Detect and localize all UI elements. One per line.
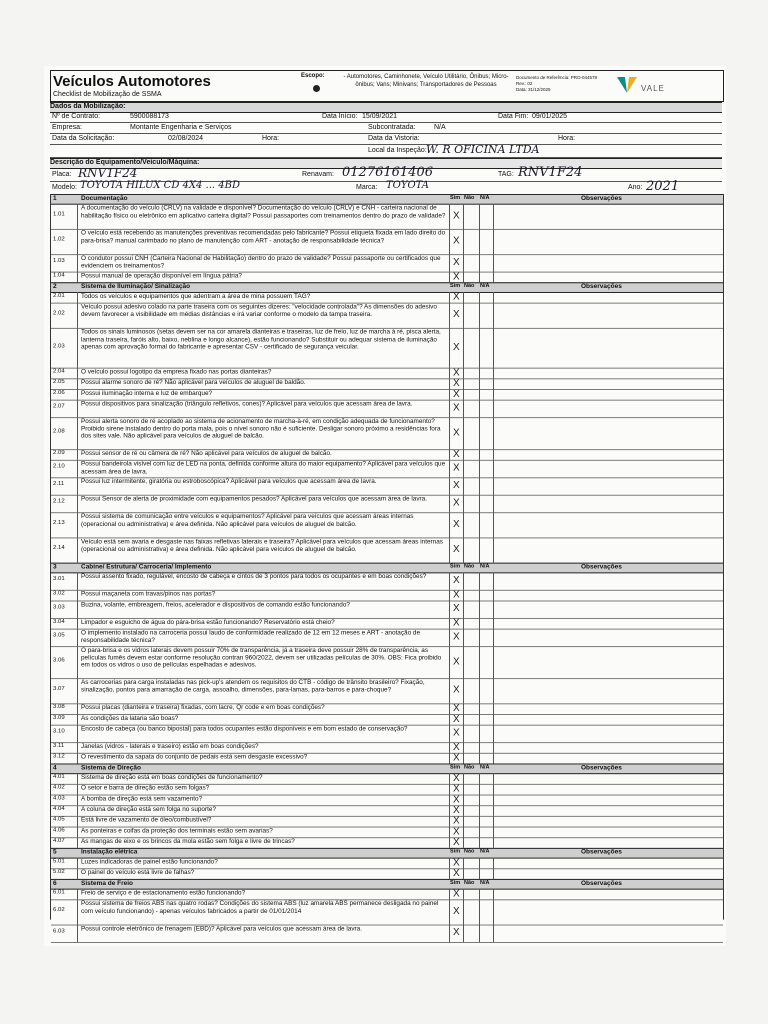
checklist-row xyxy=(51,460,723,478)
scope-text: - Automotores, Caminhonete, Veículo Utilitário, Ônibus; Micro-ônibus; Vans; Minivans; Transportadores de Pessoas xyxy=(343,74,509,88)
document-title: Veículos Automotores xyxy=(53,73,211,90)
col-observacoes: Observações xyxy=(581,563,622,571)
item-sim-checkbox[interactable]: X xyxy=(453,427,460,438)
item-text: Possui luz intermitente, giratória ou estroboscópica? Aplicável para veículos que acessam área de lavra. xyxy=(81,478,377,486)
section-name: Sistema de Direção xyxy=(81,764,141,772)
item-number: 3.01 xyxy=(53,576,65,583)
item-text: O revestimento da sapata do conjunto de pedais está sem desgaste excessivo? xyxy=(81,753,308,761)
item-text: Possui bandeirola visível com luz de LED na ponta, definida conforme altura do maior equipamento? Aplicável para veículos que acessam área de lavra. xyxy=(81,460,446,475)
company-label: Empresa: xyxy=(52,124,82,131)
item-text: Freio de serviço e de estacionamento estão funcionando? xyxy=(81,889,246,897)
item-text: As condições da lataria são boas? xyxy=(81,714,179,722)
item-text: As mangas de eixo e os brincos da mola estão sem folga e livre de trincas? xyxy=(81,838,295,845)
item-sim-checkbox[interactable]: X xyxy=(453,210,460,222)
item-number: 3.07 xyxy=(53,685,65,692)
renavam-label: Renavam: xyxy=(302,171,334,178)
start-label: Data Início: xyxy=(322,113,358,120)
place-row xyxy=(50,145,722,158)
inspection-label: Data da Vistoria: xyxy=(368,135,420,142)
item-sim-checkbox[interactable]: X xyxy=(453,462,460,474)
item-text: O condutor possui CNH (Carteira Nacional de Habilitação) dentro do prazo de validade? Possui passaporte ou certificados que evidenciem os treinamentos? xyxy=(81,255,441,270)
item-sim-checkbox[interactable]: X xyxy=(453,752,460,764)
section-number: 1 xyxy=(53,194,57,202)
item-sim-checkbox[interactable]: X xyxy=(453,309,460,321)
subcontract-label: Subcontratada: xyxy=(368,124,416,131)
item-text: Possui manual de operação disponível em língua pátria? xyxy=(81,272,242,280)
year-label: Ano: xyxy=(628,184,643,191)
section-number: 4 xyxy=(53,764,57,772)
item-number: 3.08 xyxy=(53,703,65,710)
col-na: N/A xyxy=(480,283,490,290)
item-sim-checkbox[interactable]: X xyxy=(453,257,460,268)
place-label: Local da Inspeção: xyxy=(368,147,427,154)
checklist-row xyxy=(51,229,723,255)
section-number: 2 xyxy=(53,283,57,291)
section-name: Documentação xyxy=(81,194,128,202)
col-sim: Sim xyxy=(450,563,461,570)
item-text: Sistema de direção está em boas condições de funcionamento? xyxy=(81,774,263,781)
item-number: 2.04 xyxy=(53,368,65,374)
checklist-sheet xyxy=(44,66,726,946)
item-text: A coluna de direção está sem folga no suporte? xyxy=(81,806,217,813)
item-number: 6.03 xyxy=(53,928,65,935)
checklist-row xyxy=(51,400,723,418)
item-text: Limpador e esguicho de água do pára-brisa estão funcionando? Reservatório está cheio? xyxy=(81,618,335,626)
item-sim-checkbox[interactable]: X xyxy=(453,402,460,414)
col-sim: Sim xyxy=(450,848,461,855)
checklist-row xyxy=(51,572,723,590)
item-sim-checkbox[interactable]: X xyxy=(453,291,460,303)
request-row xyxy=(50,134,722,145)
request-value[interactable]: 02/08/2024 xyxy=(168,135,204,142)
item-number: 3.11 xyxy=(53,742,65,749)
item-number: 2.08 xyxy=(53,428,65,435)
plate-label: Placa: xyxy=(52,171,72,178)
checklist-row xyxy=(51,629,723,647)
item-sim-checkbox[interactable]: X xyxy=(453,377,460,389)
item-sim-checkbox[interactable]: X xyxy=(453,867,460,879)
item-text: Possui dispositivos para sinalização (triângulo refletivos, cones)? Aplicável para veículos que acessam área de lavra. xyxy=(81,400,413,408)
col-nao: Não xyxy=(464,879,475,886)
checklist-table xyxy=(50,194,724,939)
item-sim-checkbox[interactable]: X xyxy=(453,888,460,899)
item-sim-checkbox[interactable]: X xyxy=(453,341,460,353)
item-number: 1.02 xyxy=(53,236,65,243)
item-text: Luzes indicadoras de painel estão funcionando? xyxy=(81,858,218,866)
checklist-row xyxy=(51,725,723,743)
checklist-row xyxy=(51,678,723,704)
col-na: N/A xyxy=(480,879,490,886)
document-header xyxy=(50,70,724,102)
checklist-row xyxy=(51,646,723,679)
col-observacoes: Observações xyxy=(581,194,622,202)
item-text: Veículo está sem avaria e desgaste nas faixas refletivas laterais e traseira? Aplicável para veículos que acessam áreas internas (operacional ou administrativa) e área definida. Não aplicável para veículos de aluguel de balcão. xyxy=(81,538,443,553)
col-observacoes: Observações xyxy=(581,283,622,291)
scope-label: Escopo: xyxy=(301,73,325,79)
item-number: 3.09 xyxy=(53,714,65,721)
item-text: O painel do veículo está livre de falhas? xyxy=(81,869,195,877)
item-sim-checkbox[interactable]: X xyxy=(453,519,460,530)
item-number: 4.06 xyxy=(53,827,65,833)
item-sim-checkbox[interactable]: X xyxy=(453,497,460,509)
item-sim-checkbox[interactable]: X xyxy=(453,836,460,848)
item-number: 3.02 xyxy=(53,590,65,597)
section-name: Sistema de Iluminação/ Sinalização xyxy=(81,283,191,291)
item-number: 3.03 xyxy=(53,604,65,611)
item-text: Possui sistema de comunicação entre veículos e equipamentos? Aplicável para veículos que acessam áreas internas (operacional ou administrativa) e área definida. Não aplicável para veículos de aluguel de balcão. xyxy=(81,513,414,528)
checklist-row xyxy=(51,537,723,563)
item-sim-checkbox[interactable]: X xyxy=(453,804,460,816)
model-label: Modelo: xyxy=(52,184,77,191)
item-number: 4.03 xyxy=(53,795,65,801)
item-number: 3.06 xyxy=(53,657,65,664)
item-text: Possui Sensor de alerta de proximidade com equipamentos pesados? Aplicável para veículos que acessam área de lavra. xyxy=(81,495,428,503)
item-text: Possui alarme sonoro de ré? Não aplicável para veículos de aluguel de baldão. xyxy=(81,379,306,387)
company-row xyxy=(50,123,722,134)
item-number: 2.03 xyxy=(53,342,65,349)
subcontract-value[interactable]: N/A xyxy=(434,124,446,131)
item-text: Veículo possui adesivo colado na parte traseira com os seguintes dizeres: "velocidade controlada"? As dimensões do adesivo devem favorecer a visibilidade em médias distâncias e irá variar conforme o modelo da tampa traseira. xyxy=(81,303,437,318)
item-number: 3.10 xyxy=(53,728,65,735)
item-text: O setor e barra de direção estão sem folgas? xyxy=(81,784,210,792)
section-number: 6 xyxy=(53,879,57,887)
col-nao: Não xyxy=(464,283,475,290)
item-text: O veículo possui logotipo da empresa fixado nas portas dianteiras? xyxy=(81,368,272,376)
col-observacoes: Observações xyxy=(581,764,622,772)
place-value[interactable]: W. R OFICINA LTDA xyxy=(426,143,540,156)
checklist-row xyxy=(51,303,723,329)
item-text: Possui iluminação interna e luz de embarque? xyxy=(81,389,213,397)
item-sim-checkbox[interactable]: X xyxy=(453,783,460,795)
item-number: 2.09 xyxy=(53,449,65,456)
section-number: 5 xyxy=(53,848,57,856)
checklist-row xyxy=(51,417,723,450)
item-number: 2.01 xyxy=(53,292,65,299)
item-text: Possui sistema de freios ABS nas quatro rodas? Condições do sistema ABS (luz amarela ABS permanece desligada no painel com veículo funcionando) - apenas veículos fabricados a partir de 01/01/2014 xyxy=(81,900,439,915)
item-sim-checkbox[interactable]: X xyxy=(453,235,460,247)
section-name: Sistema de Freio xyxy=(81,879,134,887)
hour2-label: Hora: xyxy=(558,135,576,142)
vale-logo-text: VALE xyxy=(641,84,665,93)
col-na: N/A xyxy=(480,764,490,771)
item-sim-checkbox[interactable]: X xyxy=(453,480,460,491)
item-text: O veículo está recebendo as manutenções preventivas recomendadas pelo fabricante? Possui etiqueta fixada em lado direito do para-brisa? manual carimbado no plano de manutenção com ART - anotação de responsabilidade técnica? xyxy=(81,229,446,245)
col-nao: Não xyxy=(464,194,475,201)
brand-value[interactable]: TOYOTA xyxy=(386,180,430,191)
item-text: Está livre de vazamento de óleo/combustível? xyxy=(81,816,212,824)
model-value[interactable]: TOYOTA HILUX CD 4X4 ... 4BD xyxy=(80,180,240,191)
mobilization-section-title: Dados da Mobilização: xyxy=(50,102,722,113)
renavam-value[interactable]: 01276161406 xyxy=(342,165,433,180)
item-text: Todos os veículos e equipamentos que adentram a área de mina possuem TAG? xyxy=(81,292,311,300)
contract-value[interactable]: 5900088173 xyxy=(130,113,169,120)
scope-radio-icon xyxy=(313,85,320,92)
item-sim-checkbox[interactable]: X xyxy=(453,857,460,868)
hour-label: Hora: xyxy=(262,135,280,142)
vale-logo-icon xyxy=(616,74,638,96)
brand-label: Marca: xyxy=(356,184,378,191)
item-number: 4.07 xyxy=(53,837,65,844)
section-number: 3 xyxy=(53,563,57,571)
start-value[interactable]: 15/09/2021 xyxy=(362,113,398,120)
item-number: 6.02 xyxy=(53,907,65,913)
item-text: Possui assento fixado, regulável, encosto de cabeça e cintos de 3 pontos para todos os ocupantes e em boas condições? xyxy=(81,573,427,581)
item-number: 2.10 xyxy=(53,463,65,470)
item-sim-checkbox[interactable]: X xyxy=(453,741,460,753)
item-number: 2.13 xyxy=(53,519,65,526)
col-sim: Sim xyxy=(450,879,461,886)
item-sim-checkbox[interactable]: X xyxy=(453,575,460,586)
item-text: Encosto de cabeça (ou banco bipostal) para todos ocupantes estão disponíveis e em bom estado de conservação? xyxy=(81,725,408,733)
item-number: 1.04 xyxy=(53,272,65,278)
col-nao: Não xyxy=(464,848,475,855)
item-sim-checkbox[interactable]: X xyxy=(453,927,460,939)
item-text: Possui alerta sonoro de ré acoplado ao sistema de acionamento de marcha-à-ré, em condição adequada de funcionamento? Proibido sirene instalado dentro do porta mala, pois o nível sonoro não é suficiente. Desligar sonoro próximo a residências fora dos sites vale. Não aplicável para veículos de aluguel de balcão. xyxy=(81,418,441,440)
item-sim-checkbox[interactable]: X xyxy=(453,826,460,837)
item-number: 2.12 xyxy=(53,498,65,505)
item-number: 1.01 xyxy=(53,211,65,218)
col-sim: Sim xyxy=(450,194,461,201)
item-sim-checkbox[interactable]: X xyxy=(453,367,460,378)
item-sim-checkbox[interactable]: X xyxy=(453,656,460,667)
item-sim-checkbox[interactable]: X xyxy=(453,702,460,714)
checklist-row xyxy=(51,925,723,943)
request-label: Data da Solicitação: xyxy=(52,135,115,142)
item-sim-checkbox[interactable]: X xyxy=(453,906,460,917)
item-number: 4.05 xyxy=(53,816,65,823)
item-sim-checkbox[interactable]: X xyxy=(453,544,460,555)
col-observacoes: Observações xyxy=(581,848,622,856)
checklist-row xyxy=(51,477,723,495)
end-label: Data Fim: xyxy=(498,113,529,120)
tag-value[interactable]: RNV1F24 xyxy=(518,165,583,180)
item-number: 3.12 xyxy=(53,753,65,760)
item-text: A bomba de direção está sem vazamento? xyxy=(81,795,203,803)
document-reference xyxy=(516,75,597,93)
item-text: Possui sensor de ré ou câmera de ré? Não aplicável para veículos de aluguel de balcão. xyxy=(81,450,332,457)
item-sim-checkbox[interactable]: X xyxy=(453,271,460,282)
checklist-row xyxy=(51,512,723,538)
checklist-row xyxy=(51,254,723,272)
item-number: 1.03 xyxy=(53,258,65,264)
item-sim-checkbox[interactable]: X xyxy=(453,448,460,460)
col-sim: Sim xyxy=(450,283,461,290)
item-sim-checkbox[interactable]: X xyxy=(453,617,460,629)
end-value[interactable]: 09/01/2025 xyxy=(532,113,568,120)
equipment-section-title: Descrição do Equipamento/Veículo/Máquina: xyxy=(50,158,722,169)
item-sim-checkbox[interactable]: X xyxy=(453,772,460,784)
item-number: 4.04 xyxy=(53,805,65,812)
item-sim-checkbox[interactable]: X xyxy=(453,631,460,643)
item-text: Todos os sinais luminosos (setas devem ser na cor amarela dianteiras e traseiras, luz de freio, luz de marcha à ré, pisca alerta, lanterna traseira, faróis alto, baixo, neblina e longo alcance), estão funcionando? Substituir ou adequar sistema de iluminação apenas com aprovação formal do fabricante e apresentar CSV - certificado de segurança veicular. xyxy=(81,328,441,351)
item-sim-checkbox[interactable]: X xyxy=(453,794,460,805)
plate-value[interactable]: RNV1F24 xyxy=(78,166,138,180)
item-number: 2.02 xyxy=(53,310,65,317)
item-number: 2.05 xyxy=(53,378,65,385)
item-text: Buzina, volante, embreagem, freios, acelerador e dispositivos de comando estão funcionando? xyxy=(81,601,350,609)
item-sim-checkbox[interactable]: X xyxy=(453,684,460,696)
item-sim-checkbox[interactable]: X xyxy=(453,589,460,601)
item-text: A documentação do veículo (CRLV) na validade e disponível? Documentação do veículo (CRLV) e CNH - carteira nacional de habilitação físico ou eletrônico em aplicativo carteira digital? Possui passaportes com treinamentos dentro do prazo de validade? xyxy=(81,204,446,219)
doc-rev: Rev.: 02 xyxy=(516,81,533,86)
section-name: Instalação elétrica xyxy=(81,848,138,856)
item-text: Possui placas (dianteira e traseira) fixadas, com lacre, Qr code e em boas condições? xyxy=(81,704,325,712)
item-sim-checkbox[interactable]: X xyxy=(453,713,460,725)
item-sim-checkbox[interactable]: X xyxy=(453,727,460,739)
item-number: 2.14 xyxy=(53,545,65,552)
tag-label: TAG: xyxy=(498,171,514,178)
item-number: 3.05 xyxy=(53,632,65,639)
item-text: O implemento instalado na carroceria possui laudo de conformidade realizado de 12 em 12 meses e ART - anotação de responsabilidade técnica? xyxy=(81,629,421,644)
item-number: 6.01 xyxy=(53,889,65,895)
checklist-row xyxy=(51,899,723,925)
company-value[interactable]: Montante Engenharia e Serviços xyxy=(130,124,232,131)
checklist-row xyxy=(51,601,723,619)
col-na: N/A xyxy=(480,194,490,201)
contract-label: Nº de Contrato: xyxy=(52,113,101,120)
item-number: 5.02 xyxy=(53,868,65,875)
item-number: 2.07 xyxy=(53,403,65,410)
col-na: N/A xyxy=(480,848,490,855)
doc-date: Data: 31/12/2025 xyxy=(516,87,551,92)
checklist-row xyxy=(51,328,723,369)
item-number: 4.02 xyxy=(53,784,65,791)
checklist-row xyxy=(51,204,723,230)
col-sim: Sim xyxy=(450,764,461,771)
item-text: Possui controle eletrônico de frenagem (EBD)? Aplicável para veículos que acessam área de lavra. xyxy=(81,925,362,933)
checklist-row xyxy=(51,495,723,513)
item-number: 4.01 xyxy=(53,773,65,780)
contract-row xyxy=(50,112,722,123)
document-subtitle: Checklist de Mobilização de SSMA xyxy=(53,91,162,98)
item-number: 5.01 xyxy=(53,858,65,864)
item-sim-checkbox[interactable]: X xyxy=(453,815,460,827)
col-observacoes: Observações xyxy=(581,879,622,887)
item-text: Possui maçaneta com travas/pinos nas portas? xyxy=(81,590,216,598)
col-nao: Não xyxy=(464,764,475,771)
item-number: 3.04 xyxy=(53,618,65,625)
item-sim-checkbox[interactable]: X xyxy=(453,388,460,400)
item-sim-checkbox[interactable]: X xyxy=(453,603,460,615)
item-number: 2.06 xyxy=(53,389,65,396)
doc-ref-code: Documento de Referência: PRO-044578 xyxy=(516,75,598,80)
item-number: 2.11 xyxy=(53,481,65,487)
item-text: O para-brisa e os vidros laterais devem possuir 70% de transparência, já a traseira deve possuir 28% de transparência, as películas fumês devem estar conforme resolução contran 960/2022, devem ser utilizadas películas de 30%. OBS: Fica proibido em todos os vidros o uso de películas espelhadas e adesivos. xyxy=(81,647,442,669)
item-text: As carrocerias para carga instaladas nas pick-up's atendem os requisitos do CTB - código de trânsito brasileiro? Fixação, sinalização, pontos para amarração de carga, assoalho, dimensões, para-lamas, para-barros e para-choque? xyxy=(81,679,425,694)
year-value[interactable]: 2021 xyxy=(646,179,680,194)
col-na: N/A xyxy=(480,563,490,570)
section-name: Cabine/ Estrutura/ Carroceria/ Implemento xyxy=(81,563,212,571)
item-text: Janelas (vidros - laterais e traseiro) estão em boas condições? xyxy=(81,743,259,750)
item-text: As ponteiras e coifas da proteção dos terminais estão sem avarias? xyxy=(81,827,273,835)
col-nao: Não xyxy=(464,563,475,570)
